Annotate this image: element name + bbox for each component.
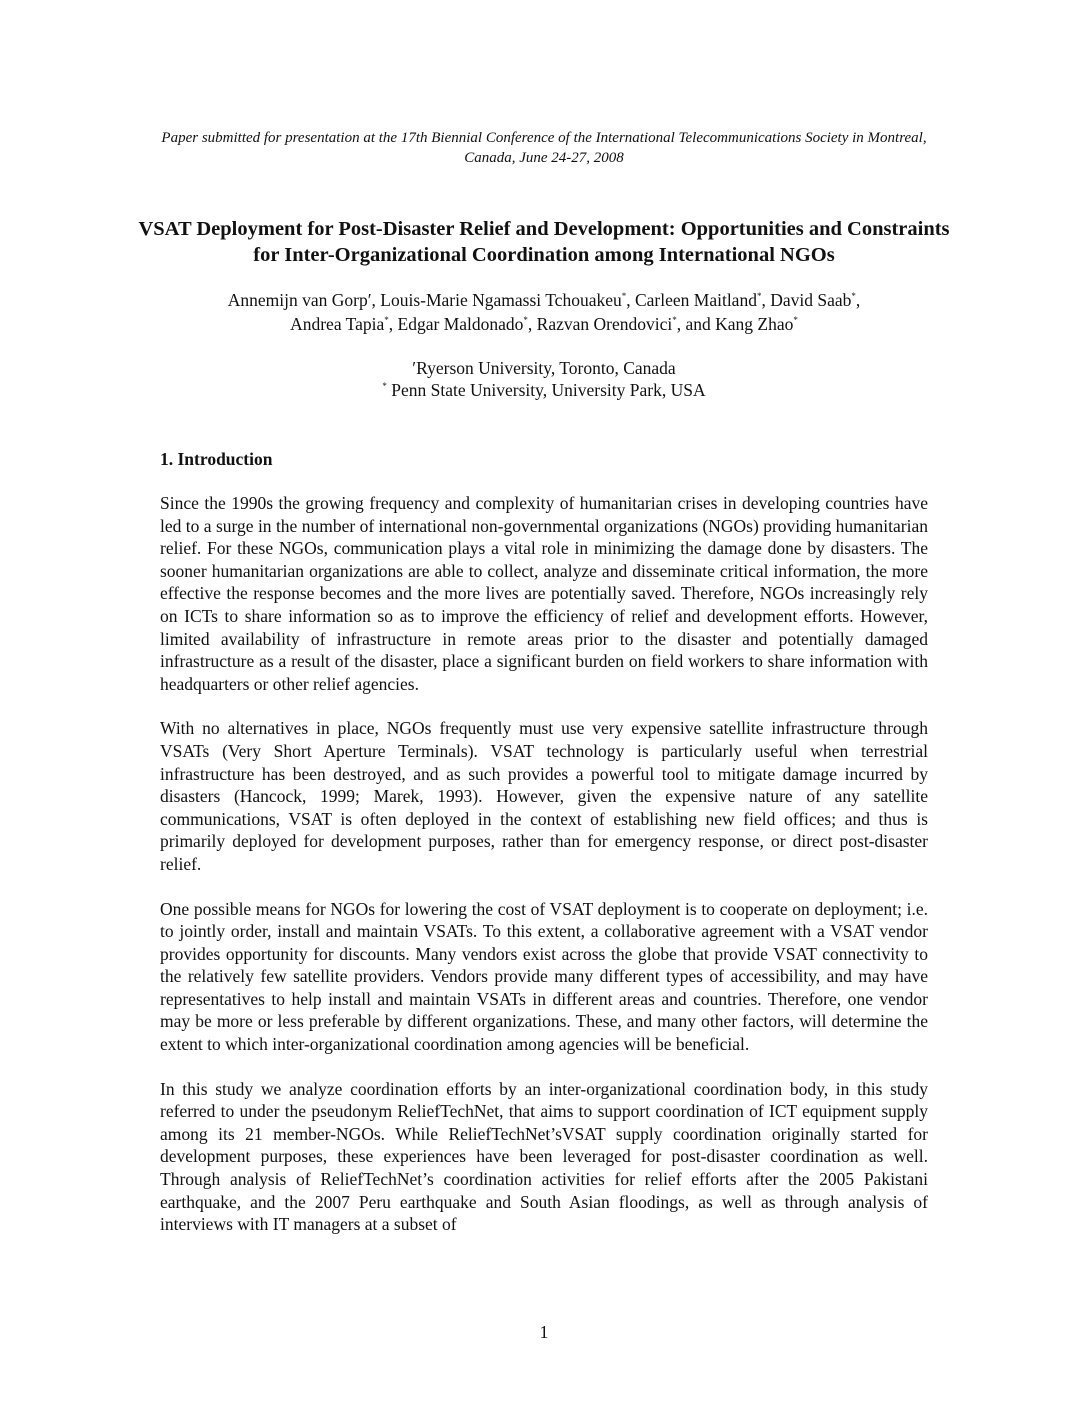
affiliation-mark: * bbox=[523, 315, 528, 325]
affiliation-mark: ′ bbox=[367, 290, 372, 310]
paragraph: In this study we analyze coordination efforts by an inter-organizational coordination body, in this study referred to under the pseudonym ReliefTechNet, that aims to support coordination of ICT equipment supply among its 21 member-NGOs. While ReliefTechNet’sVSAT supply coordination originally started for development purposes, these experiences have been leveraged for post-disaster coordination as well. Through analysis of ReliefTechNet’s coordination activities for relief efforts after the 2005 Pakistani earthquake, and the 2007 Peru earthquake and South Asian floodings, as well as through analysis of interviews with IT managers at a subset of bbox=[160, 1078, 928, 1235]
affiliation bbox=[140, 379, 948, 401]
author-separator: , bbox=[626, 290, 635, 310]
author-name: Andrea Tapia bbox=[290, 314, 385, 334]
body-text bbox=[160, 492, 928, 1258]
author-name: Edgar Maldonado bbox=[397, 314, 524, 334]
author-line-1 bbox=[140, 288, 948, 312]
affiliation-mark: * bbox=[382, 381, 387, 391]
author-name: David Saab bbox=[770, 290, 852, 310]
author-name: Kang Zhao bbox=[715, 314, 794, 334]
affiliation-mark: * bbox=[756, 291, 762, 301]
author-separator: , and bbox=[676, 314, 716, 334]
author-name: Louis-Marie Ngamassi Tchouakeu bbox=[380, 290, 622, 310]
affiliation-mark: ′ bbox=[412, 358, 417, 378]
paragraph: One possible means for NGOs for lowering the cost of VSAT deployment is to cooperate on deployment; i.e. to jointly order, install and maintain VSATs. To this extent, a collaborative agreement with a VSAT vendor provides opportunity for discounts. Many vendors exist across the globe that provide VSAT connectivity to the relatively few satellite providers. Vendors provide many different types of accessibility, and may have representatives to help install and maintain VSATs in different areas and countries. Therefore, one vendor may be more or less preferable by different organizations. These, and many other factors, will determine the extent to which inter-organizational coordination among agencies will be beneficial. bbox=[160, 898, 928, 1055]
affiliation-list bbox=[140, 357, 948, 401]
conference-note: Paper submitted for presentation at the 17th Biennial Conference of the International Telecommunications Society in Montreal, Canada, June 24-27, 2008 bbox=[161, 130, 927, 166]
page-number: 1 bbox=[539, 1322, 549, 1342]
author-line-2 bbox=[140, 312, 948, 336]
affiliation-mark: * bbox=[851, 291, 856, 301]
author-name: Carleen Maitland bbox=[634, 290, 757, 310]
author-separator: , bbox=[527, 314, 537, 334]
affiliation-mark: * bbox=[621, 291, 627, 301]
affiliation-text: Ryerson University, Toronto, Canada bbox=[416, 358, 676, 378]
paragraph: With no alternatives in place, NGOs frequently must use very expensive satellite infrastructure through VSATs (Very Short Aperture Terminals). VSAT technology is particularly useful when terrestrial infrastructure has been destroyed, and as such provides a powerful tool to mitigate damage incurred by disasters (Hancock, 1999; Marek, 1993). However, given the expensive nature of any satellite communications, VSAT is often deployed in the context of establishing new field offices; and thus is primarily deployed for development purposes, rather than for emergency response, or direct post-disaster relief. bbox=[160, 718, 928, 874]
author-separator: , bbox=[761, 290, 771, 310]
author-name: Annemijn van Gorp bbox=[227, 290, 368, 310]
author-list bbox=[140, 288, 948, 336]
affiliation-mark: * bbox=[672, 315, 677, 325]
paragraph: Since the 1990s the growing frequency and complexity of humanitarian crises in developing countries have led to a surge in the number of international non-governmental organizations (NGOs) providing humanitarian relief. For these NGOs, communication plays a vital role in minimizing the damage done by disasters. The sooner humanitarian organizations are able to collect, analyze and disseminate critical information, the more effective the response becomes and the more lives are potentially saved. Therefore, NGOs increasingly rely on ICTs to share information so as to improve the efficiency of relief and development efforts. However, limited availability of infrastructure in remote areas prior to the disaster and potentially damaged infrastructure as a result of the disaster, place a significant burden on field workers to share information with headquarters or other relief agencies. bbox=[160, 493, 928, 694]
section-heading: 1. Introduction bbox=[160, 449, 273, 469]
paper-title: VSAT Deployment for Post-Disaster Relief and Development: Opportunities and Constraints for Inter-Organizational Coordination among International NGOs bbox=[138, 218, 950, 266]
author-name: Razvan Orendovici bbox=[536, 314, 673, 334]
affiliation-mark: * bbox=[793, 315, 798, 325]
author-separator: , bbox=[388, 314, 398, 334]
affiliation bbox=[140, 357, 948, 379]
author-separator: , bbox=[371, 290, 381, 310]
affiliation-mark: * bbox=[384, 315, 389, 325]
author-separator: , bbox=[855, 290, 861, 310]
affiliation-text: Penn State University, University Park, USA bbox=[386, 380, 706, 400]
